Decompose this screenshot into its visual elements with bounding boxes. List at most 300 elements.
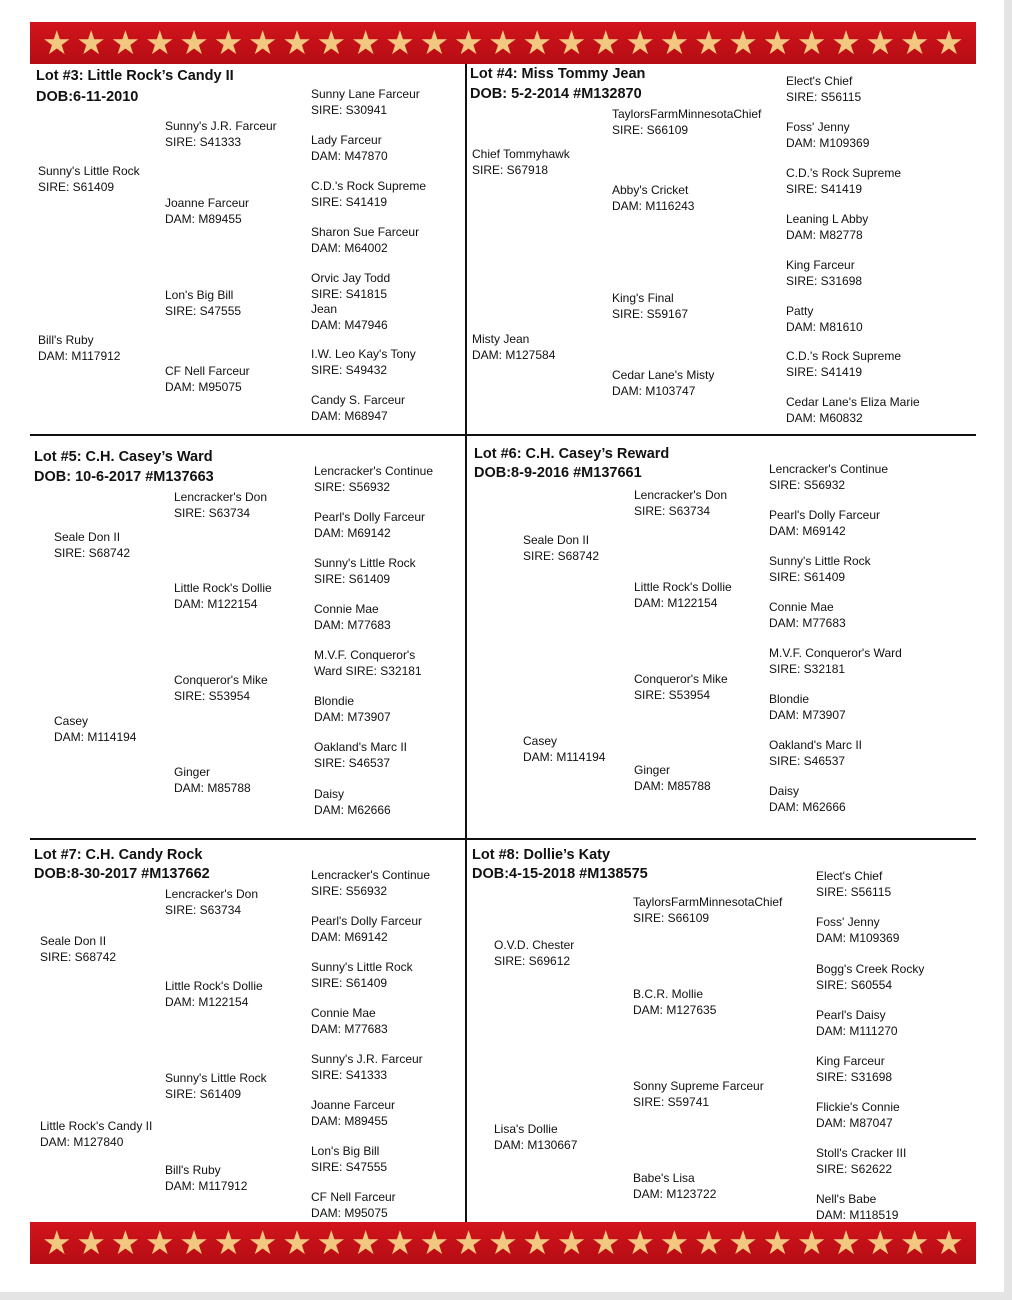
pedigree-entry bbox=[786, 349, 901, 380]
lot-dob: DOB:8-9-2016 #M137661 bbox=[474, 465, 642, 481]
animal-name: Bogg's Creek Rocky bbox=[816, 962, 925, 976]
pedigree-entry bbox=[314, 740, 407, 771]
registration-number: SIRE: S56115 bbox=[786, 89, 862, 104]
registration-number: SIRE: S61409 bbox=[314, 571, 391, 586]
animal-name: Oakland's Marc II bbox=[769, 738, 862, 752]
registration-number: DAM: M127840 bbox=[40, 1134, 124, 1149]
registration-number: DAM: M77683 bbox=[769, 615, 846, 630]
registration-number: SIRE: S59741 bbox=[633, 1094, 710, 1109]
pedigree-entry bbox=[311, 87, 420, 118]
star-icon: ★ bbox=[831, 1224, 861, 1261]
pedigree-entry bbox=[786, 395, 920, 426]
lot-title: Lot #4: Miss Tommy Jean bbox=[470, 66, 646, 82]
animal-name: Sunny Lane Farceur bbox=[311, 87, 420, 101]
star-icon: ★ bbox=[865, 24, 896, 61]
registration-number: SIRE: S53954 bbox=[174, 688, 251, 703]
pedigree-entry bbox=[634, 763, 711, 794]
registration-number: DAM: M73907 bbox=[769, 707, 846, 722]
animal-name: Conqueror's Mike bbox=[174, 673, 268, 687]
pedigree-entry bbox=[165, 979, 263, 1010]
animal-name: O.V.D. Chester bbox=[494, 938, 575, 952]
pedigree-entry bbox=[634, 672, 728, 703]
animal-name: Misty Jean bbox=[472, 332, 530, 346]
star-icon: ★ bbox=[659, 1224, 690, 1261]
animal-name: Lady Farceur bbox=[311, 133, 382, 147]
registration-number: DAM: M69142 bbox=[769, 523, 846, 538]
registration-number: DAM: M109369 bbox=[786, 135, 870, 150]
animal-name: Connie Mae bbox=[314, 602, 379, 616]
star-icon: ★ bbox=[556, 1224, 587, 1261]
lot-title: Lot #6: C.H. Casey’s Reward bbox=[474, 446, 670, 462]
pedigree-entry bbox=[633, 1079, 764, 1110]
animal-name: Nell's Babe bbox=[816, 1192, 877, 1206]
star-icon: ★ bbox=[350, 24, 381, 61]
star-icon: ★ bbox=[282, 24, 312, 61]
animal-name: Lencracker's Continue bbox=[311, 868, 431, 882]
registration-number: DAM: M95075 bbox=[311, 1205, 388, 1220]
animal-name: Foss' Jenny bbox=[816, 915, 880, 929]
registration-number: DAM: M62666 bbox=[769, 799, 846, 814]
star-icon: ★ bbox=[385, 24, 415, 61]
animal-name: Lencracker's Don bbox=[165, 887, 258, 901]
pedigree-entry bbox=[314, 602, 391, 633]
star-icon: ★ bbox=[42, 1224, 72, 1261]
animal-name: C.D.'s Rock Supreme bbox=[786, 349, 901, 363]
star-icon: ★ bbox=[42, 24, 72, 61]
registration-number: DAM: M111270 bbox=[816, 1023, 898, 1038]
pedigree-entry bbox=[40, 1119, 152, 1150]
animal-name: Sunny's Little Rock bbox=[165, 1071, 267, 1085]
star-icon: ★ bbox=[625, 1224, 655, 1261]
star-icon: ★ bbox=[213, 24, 244, 61]
registration-number: DAM: M114194 bbox=[54, 729, 137, 744]
pedigree-entry bbox=[174, 765, 251, 796]
star-icon: ★ bbox=[693, 24, 724, 61]
animal-name: Connie Mae bbox=[311, 1006, 376, 1020]
animal-name: Lencracker's Don bbox=[634, 488, 727, 502]
animal-name: C.D.'s Rock Supreme bbox=[786, 166, 901, 180]
divider-horizontal bbox=[30, 838, 976, 840]
animal-name: Lencracker's Continue bbox=[314, 464, 434, 478]
animal-name: Daisy bbox=[769, 784, 800, 798]
pedigree-entry bbox=[523, 734, 605, 765]
pedigree-entry bbox=[634, 580, 732, 611]
registration-number: DAM: M87047 bbox=[816, 1115, 893, 1130]
pedigree-entry bbox=[165, 196, 249, 227]
animal-name: Sunny's Little Rock bbox=[314, 556, 416, 570]
pedigree-entry bbox=[311, 960, 413, 991]
pedigree-entry bbox=[612, 368, 714, 399]
registration-number: DAM: M77683 bbox=[314, 617, 391, 632]
star-icon: ★ bbox=[282, 1224, 312, 1261]
pedigree-entry bbox=[786, 120, 869, 151]
pedigree-entry bbox=[311, 1190, 396, 1221]
animal-name: CF Nell Farceur bbox=[165, 364, 250, 378]
pedigree-entry bbox=[634, 488, 727, 519]
pedigree-entry bbox=[311, 868, 430, 899]
pedigree-entry bbox=[165, 364, 250, 395]
animal-name: Sunny's Little Rock bbox=[311, 960, 413, 974]
divider-vertical bbox=[465, 436, 467, 840]
animal-name: Blondie bbox=[769, 692, 810, 706]
animal-name: Abby's Cricket bbox=[612, 183, 689, 197]
animal-name: King's Final bbox=[612, 291, 674, 305]
animal-name: Foss' Jenny bbox=[786, 120, 850, 134]
registration-number: DAM: M69142 bbox=[311, 929, 388, 944]
animal-name: Little Rock's Dollie bbox=[634, 580, 732, 594]
registration-number: SIRE: S61409 bbox=[769, 569, 846, 584]
pedigree-entry bbox=[165, 1163, 247, 1194]
registration-number: DAM: M85788 bbox=[634, 778, 711, 793]
registration-number: SIRE: S66109 bbox=[633, 910, 710, 925]
animal-name: Cedar Lane's Misty bbox=[612, 368, 715, 382]
pedigree-entry bbox=[786, 304, 863, 335]
pedigree-entry bbox=[311, 914, 422, 945]
star-icon: ★ bbox=[659, 24, 690, 61]
registration-number: DAM: M114194 bbox=[523, 749, 606, 764]
pedigree-entry bbox=[816, 1192, 898, 1223]
animal-name: Blondie bbox=[314, 694, 355, 708]
animal-name: Joanne Farceur bbox=[165, 196, 250, 210]
pedigree-entry bbox=[311, 347, 416, 378]
registration-number: SIRE: S68742 bbox=[54, 545, 131, 560]
animal-name: C.D.'s Rock Supreme bbox=[311, 179, 426, 193]
registration-number: SIRE: S63734 bbox=[634, 503, 711, 518]
star-icon: ★ bbox=[934, 24, 964, 61]
pedigree-entry bbox=[786, 74, 861, 105]
star-icon: ★ bbox=[591, 1224, 621, 1261]
pedigree-entry bbox=[314, 556, 416, 587]
registration-number: DAM: M122154 bbox=[174, 596, 258, 611]
star-icon: ★ bbox=[693, 1224, 724, 1261]
registration-number: SIRE: S56115 bbox=[816, 884, 892, 899]
registration-number: SIRE: S63734 bbox=[174, 505, 251, 520]
pedigree-entry bbox=[314, 464, 433, 495]
registration-number: Ward SIRE: S32181 bbox=[314, 663, 422, 678]
lot-dob: DOB:8-30-2017 #M137662 bbox=[34, 866, 210, 882]
animal-name: Oakland's Marc II bbox=[314, 740, 407, 754]
star-icon: ★ bbox=[385, 1224, 415, 1261]
star-icon: ★ bbox=[762, 1224, 793, 1261]
animal-name: Casey bbox=[523, 734, 558, 748]
pedigree-entry bbox=[612, 183, 694, 214]
animal-name: Little Rock's Dollie bbox=[165, 979, 263, 993]
star-banner-bottom bbox=[30, 1222, 976, 1264]
star-icon: ★ bbox=[625, 24, 655, 61]
star-icon: ★ bbox=[899, 24, 930, 61]
lot-dob: DOB:4-15-2018 #M138575 bbox=[472, 866, 648, 882]
registration-number: SIRE: S56932 bbox=[769, 477, 846, 492]
pedigree-entry bbox=[633, 1171, 716, 1202]
page-edge bbox=[1004, 0, 1012, 1300]
animal-name: Sunny's Little Rock bbox=[38, 164, 140, 178]
registration-number: DAM: M117912 bbox=[165, 1178, 248, 1193]
animal-name: Pearl's Daisy bbox=[816, 1008, 886, 1022]
star-icon: ★ bbox=[728, 1224, 758, 1261]
registration-number: DAM: M116243 bbox=[612, 198, 695, 213]
pedigree-entry bbox=[311, 225, 419, 256]
star-icon: ★ bbox=[316, 24, 347, 61]
star-icon: ★ bbox=[316, 1224, 347, 1261]
registration-number: SIRE: S46537 bbox=[769, 753, 846, 768]
star-icon: ★ bbox=[796, 24, 827, 61]
pedigree-entry bbox=[612, 107, 761, 138]
registration-number: SIRE: S46537 bbox=[314, 755, 391, 770]
pedigree-entry bbox=[786, 258, 862, 289]
pedigree-entry bbox=[816, 869, 891, 900]
pedigree-entry bbox=[494, 1122, 577, 1153]
registration-number: SIRE: S59167 bbox=[612, 306, 689, 321]
animal-name: Little Rock's Candy II bbox=[40, 1119, 153, 1133]
registration-number: DAM: M127635 bbox=[633, 1002, 717, 1017]
star-icon: ★ bbox=[934, 1224, 964, 1261]
pedigree-entry bbox=[816, 962, 924, 993]
registration-number: DAM: M73907 bbox=[314, 709, 391, 724]
star-icon: ★ bbox=[144, 1224, 175, 1261]
star-banner-top bbox=[30, 22, 976, 64]
animal-name: Ginger bbox=[634, 763, 671, 777]
pedigree-entry bbox=[816, 1054, 892, 1085]
registration-number: SIRE: S61409 bbox=[165, 1086, 242, 1101]
star-icon: ★ bbox=[213, 1224, 244, 1261]
registration-number: DAM: M62666 bbox=[314, 802, 391, 817]
pedigree-entry bbox=[165, 119, 277, 150]
animal-name: Flickie's Connie bbox=[816, 1100, 900, 1114]
star-icon: ★ bbox=[144, 24, 175, 61]
pedigree-entry bbox=[769, 462, 888, 493]
animal-name: Joanne Farceur bbox=[311, 1098, 396, 1112]
animal-name: Elect's Chief bbox=[786, 74, 853, 88]
registration-number: DAM: M122154 bbox=[634, 595, 718, 610]
pedigree-entry bbox=[633, 987, 716, 1018]
lot-title: Lot #8: Dollie’s Katy bbox=[472, 847, 611, 863]
animal-name: TaylorsFarmMinnesotaChief bbox=[633, 895, 783, 909]
registration-number: SIRE: S61409 bbox=[38, 179, 115, 194]
page-edge bbox=[0, 1292, 1012, 1300]
pedigree-entry bbox=[314, 648, 422, 679]
animal-name: Candy S. Farceur bbox=[311, 393, 406, 407]
registration-number: DAM: M81610 bbox=[786, 319, 863, 334]
pedigree-entry bbox=[769, 554, 871, 585]
registration-number: DAM: M85788 bbox=[174, 780, 251, 795]
registration-number: DAM: M117912 bbox=[38, 348, 121, 363]
star-icon: ★ bbox=[419, 24, 450, 61]
star-icon: ★ bbox=[419, 1224, 450, 1261]
registration-number: SIRE: S41333 bbox=[311, 1067, 388, 1082]
pedigree-entry bbox=[311, 1006, 388, 1037]
animal-name: B.C.R. Mollie bbox=[633, 987, 704, 1001]
pedigree-entry bbox=[311, 179, 426, 210]
star-icon: ★ bbox=[522, 1224, 552, 1261]
star-icon: ★ bbox=[179, 1224, 209, 1261]
animal-name: Leaning L Abby bbox=[786, 212, 869, 226]
registration-number: SIRE: S49432 bbox=[311, 362, 388, 377]
registration-number: SIRE: S67918 bbox=[472, 162, 549, 177]
registration-number: SIRE: S68742 bbox=[40, 949, 117, 964]
divider-vertical bbox=[465, 64, 467, 436]
pedigree-entry bbox=[311, 1144, 387, 1175]
pedigree-entry bbox=[612, 291, 688, 322]
registration-number: SIRE: S63734 bbox=[165, 902, 242, 917]
registration-number: DAM: M60832 bbox=[786, 410, 863, 425]
registration-number: DAM: M95075 bbox=[165, 379, 242, 394]
registration-number: DAM: M122154 bbox=[165, 994, 249, 1009]
pedigree-entry bbox=[311, 1052, 423, 1083]
animal-name: Seale Don II bbox=[54, 530, 121, 544]
pedigree-entry bbox=[816, 1146, 906, 1177]
pedigree-entry bbox=[311, 302, 388, 333]
animal-name: Chief Tommyhawk bbox=[472, 147, 570, 161]
pedigree-entry bbox=[786, 212, 868, 243]
pedigree-entry bbox=[816, 915, 899, 946]
star-icon: ★ bbox=[453, 1224, 484, 1261]
divider-horizontal bbox=[30, 434, 976, 436]
animal-name: Orvic Jay Todd bbox=[311, 271, 391, 285]
animal-name: Bill's Ruby bbox=[165, 1163, 221, 1177]
registration-number: SIRE: S31698 bbox=[816, 1069, 893, 1084]
pedigree-entry bbox=[54, 714, 136, 745]
pedigree-entry bbox=[816, 1100, 900, 1131]
animal-name: Jean bbox=[311, 302, 338, 316]
star-icon: ★ bbox=[179, 24, 209, 61]
star-icon: ★ bbox=[110, 1224, 141, 1261]
animal-name: I.W. Leo Kay's Tony bbox=[311, 347, 416, 361]
animal-name: King Farceur bbox=[786, 258, 855, 272]
divider-vertical bbox=[465, 840, 467, 1222]
registration-number: SIRE: S61409 bbox=[311, 975, 388, 990]
animal-name: Little Rock's Dollie bbox=[174, 581, 272, 595]
registration-number: SIRE: S47555 bbox=[311, 1159, 388, 1174]
registration-number: DAM: M47946 bbox=[311, 317, 388, 332]
pedigree-entry bbox=[40, 934, 116, 965]
animal-name: Lon's Big Bill bbox=[311, 1144, 380, 1158]
animal-name: Seale Don II bbox=[40, 934, 107, 948]
lot-dob: DOB:6-11-2010 bbox=[36, 89, 139, 105]
star-icon: ★ bbox=[453, 24, 484, 61]
animal-name: Lencracker's Don bbox=[174, 490, 267, 504]
pedigree-entry bbox=[523, 533, 599, 564]
animal-name: Babe's Lisa bbox=[633, 1171, 695, 1185]
animal-name: Lon's Big Bill bbox=[165, 288, 234, 302]
star-icon: ★ bbox=[831, 24, 861, 61]
pedigree-entry bbox=[311, 393, 405, 424]
animal-name: Elect's Chief bbox=[816, 869, 883, 883]
lot-title: Lot #5: C.H. Casey’s Ward bbox=[34, 449, 213, 465]
star-icon: ★ bbox=[796, 1224, 827, 1261]
registration-number: DAM: M47870 bbox=[311, 148, 388, 163]
pedigree-entry bbox=[314, 510, 425, 541]
animal-name: King Farceur bbox=[816, 1054, 885, 1068]
registration-number: SIRE: S30941 bbox=[311, 102, 388, 117]
animal-name: Sharon Sue Farceur bbox=[311, 225, 420, 239]
registration-number: SIRE: S66109 bbox=[612, 122, 689, 137]
pedigree-entry bbox=[174, 490, 267, 521]
animal-name: TaylorsFarmMinnesotaChief bbox=[612, 107, 762, 121]
registration-number: DAM: M127584 bbox=[472, 347, 556, 362]
star-icon: ★ bbox=[110, 24, 141, 61]
registration-number: SIRE: S41333 bbox=[165, 134, 242, 149]
animal-name: Sonny Supreme Farceur bbox=[633, 1079, 764, 1093]
animal-name: Cedar Lane's Eliza Marie bbox=[786, 395, 920, 409]
pedigree-entry bbox=[174, 673, 268, 704]
star-icon: ★ bbox=[76, 24, 106, 61]
pedigree-entry bbox=[769, 738, 862, 769]
registration-number: SIRE: S32181 bbox=[769, 661, 846, 676]
animal-name: Sunny's Little Rock bbox=[769, 554, 871, 568]
animal-name: Sunny's J.R. Farceur bbox=[165, 119, 277, 133]
lot-dob: DOB: 10-6-2017 #M137663 bbox=[34, 469, 214, 485]
pedigree-entry bbox=[38, 333, 120, 364]
star-icon: ★ bbox=[591, 24, 621, 61]
animal-name: Seale Don II bbox=[523, 533, 590, 547]
registration-number: DAM: M109369 bbox=[816, 930, 900, 945]
star-icon: ★ bbox=[865, 1224, 896, 1261]
animal-name: Pearl's Dolly Farceur bbox=[311, 914, 422, 928]
pedigree-entry bbox=[165, 288, 241, 319]
star-icon: ★ bbox=[728, 24, 758, 61]
animal-name: Bill's Ruby bbox=[38, 333, 94, 347]
animal-name: Lencracker's Continue bbox=[769, 462, 889, 476]
animal-name: Casey bbox=[54, 714, 89, 728]
star-icon: ★ bbox=[247, 1224, 278, 1261]
registration-number: SIRE: S56932 bbox=[311, 883, 388, 898]
pedigree-entry bbox=[311, 133, 388, 164]
pedigree-entry bbox=[54, 530, 130, 561]
registration-number: SIRE: S31698 bbox=[786, 273, 863, 288]
animal-name: Ginger bbox=[174, 765, 211, 779]
animal-name: M.V.F. Conqueror's bbox=[314, 648, 416, 662]
pedigree-entry bbox=[769, 692, 846, 723]
pedigree-entry bbox=[494, 938, 574, 969]
star-icon: ★ bbox=[488, 24, 518, 61]
pedigree-entry bbox=[314, 694, 391, 725]
star-icon: ★ bbox=[899, 1224, 930, 1261]
registration-number: DAM: M123722 bbox=[633, 1186, 717, 1201]
animal-name: Pearl's Dolly Farceur bbox=[769, 508, 880, 522]
animal-name: Stoll's Cracker III bbox=[816, 1146, 907, 1160]
registration-number: DAM: M89455 bbox=[311, 1113, 388, 1128]
registration-number: SIRE: S41419 bbox=[786, 364, 863, 379]
registration-number: SIRE: S41419 bbox=[311, 194, 388, 209]
registration-number: DAM: M89455 bbox=[165, 211, 242, 226]
registration-number: DAM: M130667 bbox=[494, 1137, 578, 1152]
star-icon: ★ bbox=[350, 1224, 381, 1261]
pedigree-entry bbox=[314, 787, 391, 818]
registration-number: DAM: M82778 bbox=[786, 227, 863, 242]
registration-number: SIRE: S68742 bbox=[523, 548, 600, 563]
registration-number: DAM: M77683 bbox=[311, 1021, 388, 1036]
registration-number: DAM: M69142 bbox=[314, 525, 391, 540]
lot-dob: DOB: 5-2-2014 #M132870 bbox=[470, 86, 642, 102]
animal-name: Pearl's Dolly Farceur bbox=[314, 510, 425, 524]
pedigree-entry bbox=[472, 147, 570, 178]
pedigree-entry bbox=[311, 271, 390, 302]
registration-number: SIRE: S60554 bbox=[816, 977, 893, 992]
registration-number: DAM: M103747 bbox=[612, 383, 696, 398]
registration-number: SIRE: S41419 bbox=[786, 181, 863, 196]
pedigree-entry bbox=[38, 164, 140, 195]
pedigree-entry bbox=[472, 332, 555, 363]
star-icon: ★ bbox=[488, 1224, 518, 1261]
pedigree-entry bbox=[165, 887, 258, 918]
registration-number: DAM: M68947 bbox=[311, 408, 388, 423]
registration-number: SIRE: S62622 bbox=[816, 1161, 893, 1176]
animal-name: CF Nell Farceur bbox=[311, 1190, 396, 1204]
registration-number: SIRE: S69612 bbox=[494, 953, 571, 968]
registration-number: SIRE: S56932 bbox=[314, 479, 391, 494]
star-icon: ★ bbox=[76, 1224, 106, 1261]
pedigree-entry bbox=[769, 600, 846, 631]
